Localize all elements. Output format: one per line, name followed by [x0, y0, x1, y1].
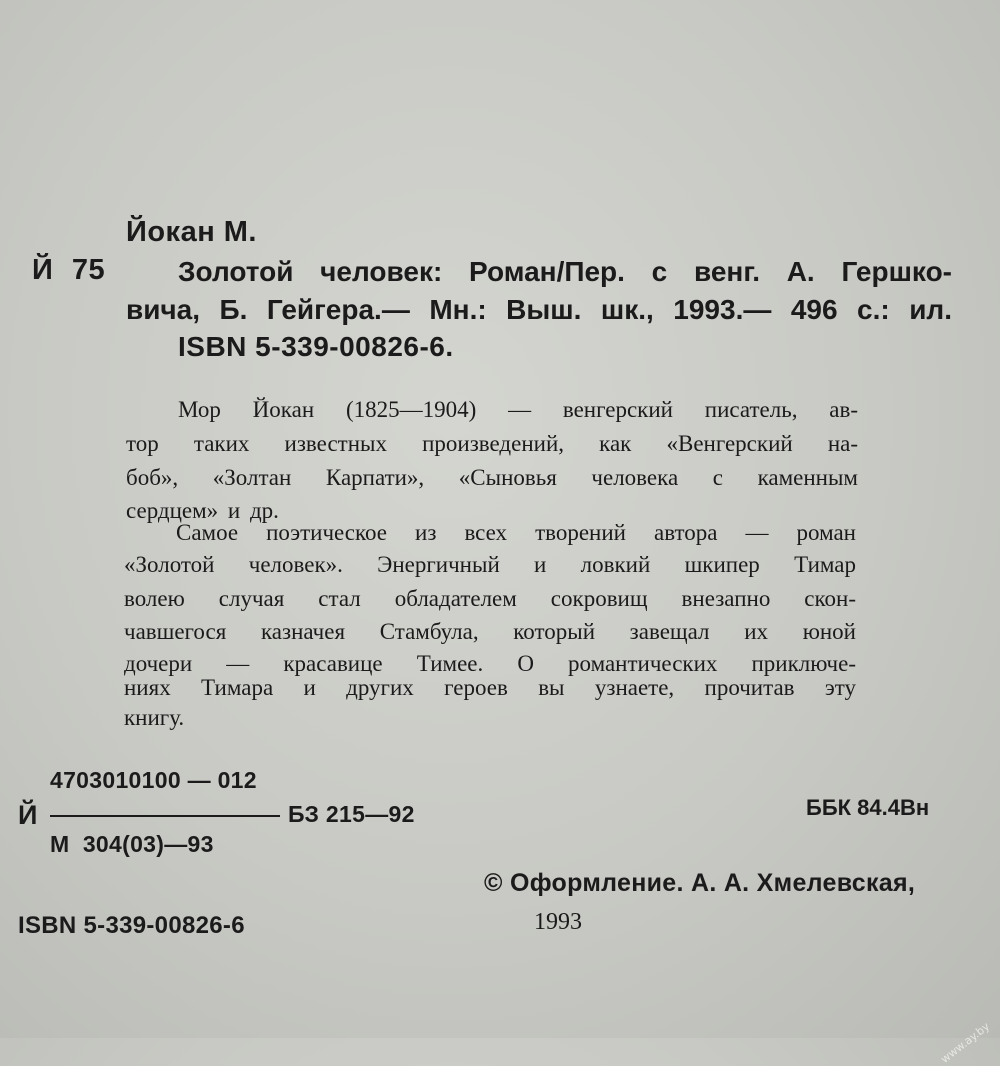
- annotation-p2-line-5-text: дочери — красавице Тимее. О романтических приключе-: [124, 651, 856, 676]
- bib-line-1: [178, 258, 952, 286]
- site-watermark: www.ay.by: [938, 1019, 992, 1066]
- index-code: Й 75: [32, 254, 106, 286]
- annotation-p2-line-3: [124, 587, 856, 610]
- bib-line-2: [126, 296, 952, 324]
- annotation-p1-line-1: [178, 398, 858, 421]
- annotation-p1-line-1-text: Мор Йокан (1825—1904) — венгерский писатель, ав-: [178, 397, 858, 422]
- bib-line-1-text: Золотой человек: Роман/Пер. с венг. А. Гершко-: [178, 256, 952, 287]
- footer-isbn: ISBN 5-339-00826-6: [18, 912, 245, 939]
- catalog-denominator: М 304(03)—93: [50, 831, 214, 857]
- annotation-p2-line-3-text: волею случая стал обладателем сокровищ внезапно скон-: [124, 586, 856, 611]
- annotation-p2-line-2: [124, 553, 856, 576]
- bib-isbn: ISBN 5-339-00826-6.: [178, 331, 454, 362]
- annotation-p2-line-4-text: чавшегося казначея Стамбула, который завещал их юной: [124, 619, 856, 644]
- annotation-p2-line-5: [124, 652, 856, 675]
- annotation-p2-line-6-text: ниях Тимара и других героев вы узнаете, прочитав эту: [124, 675, 856, 700]
- annotation-p2-line-1-text: Самое поэтическое из всех творений автора — роман: [176, 520, 856, 545]
- annotation-p1-line-2: [126, 432, 858, 455]
- design-year: 1993: [534, 909, 582, 935]
- annotation-p2-line-1: [176, 521, 856, 544]
- annotation-p1-line-3: [126, 466, 858, 489]
- bib-line-2-text: вича, Б. Гейгера.— Мн.: Выш. шк., 1993.— 496 с.: ил.: [126, 294, 952, 325]
- author-name: Йокан М.: [126, 216, 257, 248]
- annotation-p2-line-4: [124, 620, 856, 643]
- catalog-numerator: 4703010100 — 012: [50, 767, 257, 793]
- design-credit: © Оформление. А. А. Хмелевская,: [484, 869, 916, 897]
- catalog-bbk: ББК 84.4Вн: [806, 795, 930, 820]
- annotation-p2-line-6: [124, 676, 856, 699]
- annotation-p1-line-2-text: тор таких известных произведений, как «Венгерский на-: [126, 431, 858, 456]
- annotation-p1-line-3-text: боб», «Золтан Карпати», «Сыновья человека с каменным: [126, 465, 858, 490]
- annotation-p1-line-4: сердцем» и др.: [126, 498, 279, 523]
- annotation-p2-line-2-text: «Золотой человек». Энергичный и ловкий шкипер Тимар: [124, 552, 856, 577]
- catalog-bz: БЗ 215—92: [288, 801, 415, 827]
- catalog-letter: Й: [18, 800, 38, 830]
- catalog-fraction-rule: [50, 815, 280, 817]
- annotation-p2-line-7: книгу.: [124, 705, 185, 730]
